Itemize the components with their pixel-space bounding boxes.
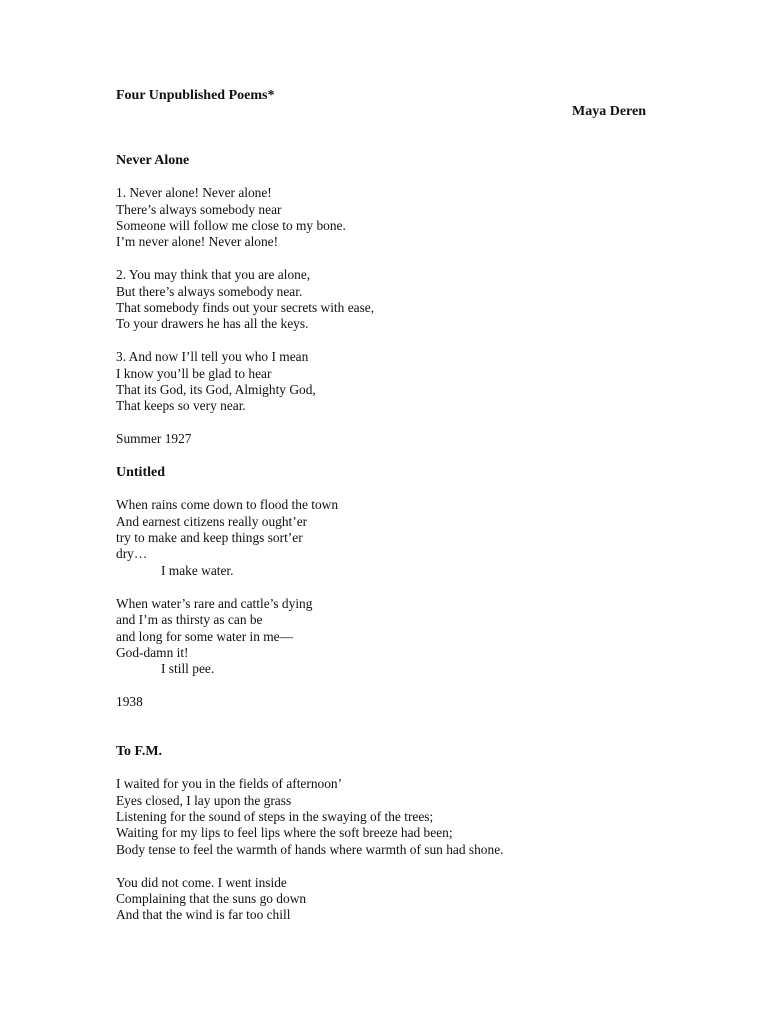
poem-line: Eyes closed, I lay upon the grass [116,793,292,808]
poem-date: Summer 1927 [116,431,192,446]
poem-line: When water’s rare and cattle’s dying [116,596,313,611]
poem-date: 1938 [116,694,143,709]
poem-heading-untitled: Untitled [116,465,165,480]
poem-line: I know you’ll be glad to hear [116,366,272,381]
poem-line: and long for some water in me— [116,629,294,644]
poem-line-indented: I make water. [161,563,234,578]
poem-line: and I’m as thirsty as can be [116,612,263,627]
poem-line: I waited for you in the fields of afternoon’ [116,776,343,791]
poem-line: And earnest citizens really ought’er [116,514,308,529]
poem-line: But there’s always somebody near. [116,284,303,299]
poem-line: To your drawers he has all the keys. [116,316,309,331]
document-title: Four Unpublished Poems* [116,88,275,103]
poem-line: God-damn it! [116,645,189,660]
poem-line: And that the wind is far too chill [116,907,291,922]
poem-line: Someone will follow me close to my bone. [116,218,346,233]
poem-line: When rains come down to flood the town [116,497,339,512]
poem-line: try to make and keep things sort’er [116,530,303,545]
poem-line: That keeps so very near. [116,398,246,413]
poem-line: That its God, its God, Almighty God, [116,382,316,397]
poem-line: Waiting for my lips to feel lips where the soft breeze had been; [116,825,453,840]
poem-line: There’s always somebody near [116,202,282,217]
poem-line: I’m never alone! Never alone! [116,234,279,249]
document-author: Maya Deren [572,104,646,119]
poem-line: dry… [116,546,148,561]
poem-line: You did not come. I went inside [116,875,287,890]
poem-line-indented: I still pee. [161,661,215,676]
poem-heading-never-alone: Never Alone [116,153,190,168]
poem-line: 2. You may think that you are alone, [116,267,311,282]
poem-line: 3. And now I’ll tell you who I mean [116,349,309,364]
poem-line: 1. Never alone! Never alone! [116,185,272,200]
poem-line: That somebody finds out your secrets with ease, [116,300,375,315]
poem-line: Listening for the sound of steps in the swaying of the trees; [116,809,434,824]
poem-line: Complaining that the suns go down [116,891,307,906]
poem-line: Body tense to feel the warmth of hands where warmth of sun had shone. [116,842,504,857]
poem-heading-to-fm: To F.M. [116,744,163,759]
